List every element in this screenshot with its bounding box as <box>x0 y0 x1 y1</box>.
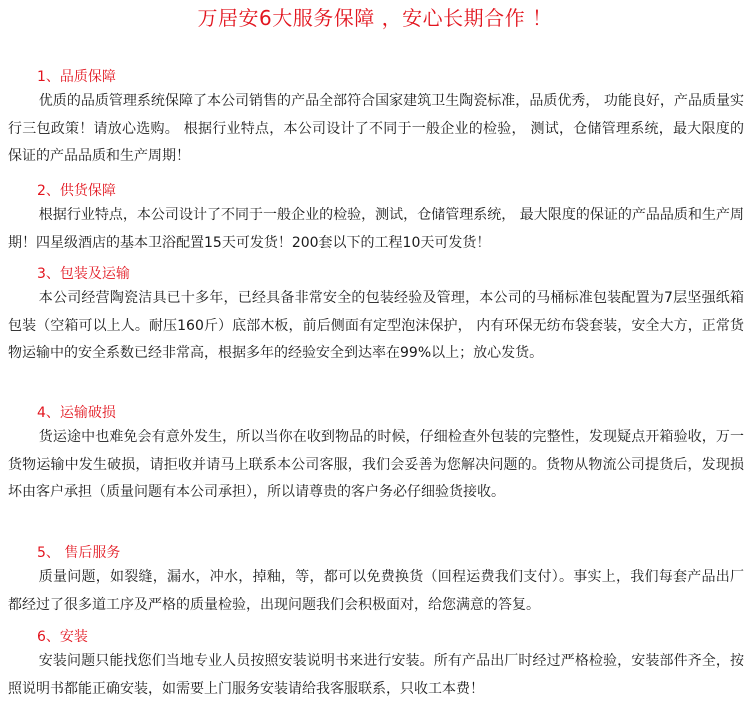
section-installation <box>8 626 744 703</box>
section-heading: 3、包装及运输 <box>37 266 130 282</box>
section-heading: 1、品质保障 <box>37 69 116 85</box>
section-supply-guarantee <box>8 180 744 257</box>
section-heading: 2、供货保障 <box>37 183 116 199</box>
section-body: 安装问题只能找您们当地专业人员按照安装说明书来进行安装。所有产品出厂时经过严格检验，安装部件齐全，按照说明书都能正确安装，如需要上门服务安装请给我客服联系，只收工本费！ <box>8 653 744 697</box>
section-packaging-transport <box>8 263 744 368</box>
section-transport-damage <box>8 402 744 507</box>
section-body: 本公司经营陶瓷洁具已十多年，已经具备非常安全的包装经验及管理，本公司的马桶标准包装配置为7层坚强纸箱包装（空箱可以上人。耐压160斤）底部木板，前后侧面有定型泡沫保护， 内有环保无纺布袋套装，安全大方，正常货物运输中的安全系数已经非常高，根据多年的经验安全到达率在99%以上；放心发货。 <box>8 290 744 361</box>
section-heading: 5、 售后服务 <box>37 545 121 561</box>
section-after-sales-service <box>8 542 744 619</box>
section-body: 货运途中也难免会有意外发生，所以当你在收到物品的时候，仔细检查外包装的完整性，发现疑点开箱验收，万一货物运输中发生破损，请拒收并请马上联系本公司客服，我们会妥善为您解决问题的。货物从物流公司提货后，发现损坏由客户承担（质量问题有本公司承担），所以请尊贵的客户务必仔细验货接收。 <box>8 429 744 500</box>
section-heading: 4、运输破损 <box>37 405 116 421</box>
section-body: 优质的品质管理系统保障了本公司销售的产品全部符合国家建筑卫生陶瓷标准，品质优秀， 功能良好，产品质量实行三包政策！请放心选购。 根据行业特点，本公司设计了不同于一般企业的检验， 测试，仓储管理系统，最大限度的保证的产品品质和生产周期！ <box>8 93 744 164</box>
section-heading: 6、安装 <box>37 629 88 645</box>
section-quality-guarantee <box>8 66 744 171</box>
section-body: 质量问题，如裂缝，漏水，冲水，掉釉，等，都可以免费换货（回程运费我们支付）。事实上，我们每套产品出厂都经过了很多道工序及严格的质量检验，出现问题我们会积极面对，给您满意的答复。 <box>8 569 744 613</box>
section-body: 根据行业特点，本公司设计了不同于一般企业的检验，测试，仓储管理系统， 最大限度的保证的产品品质和生产周期！四星级酒店的基本卫浴配置15天可发货！200套以下的工程10天可发货！ <box>8 207 744 251</box>
page-title: 万居安6大服务保障 ，安心长期合作 ！ <box>197 6 553 30</box>
